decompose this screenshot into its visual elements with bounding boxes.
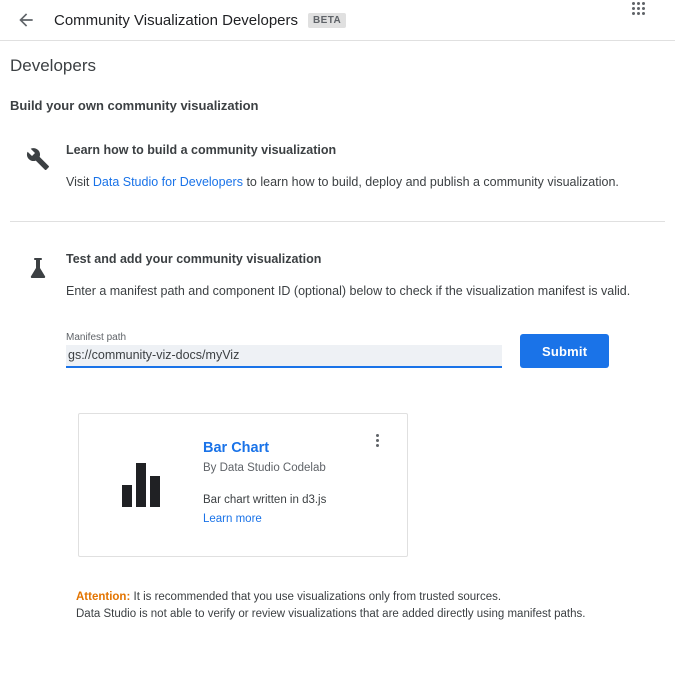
manifest-path-label: Manifest path	[66, 332, 127, 343]
viz-learn-more-link[interactable]: Learn more	[203, 513, 262, 525]
section-learn-text-after: to learn how to build, deploy and publish a community visualization.	[246, 175, 619, 189]
page-subtitle: Build your own community visualization	[10, 98, 259, 113]
bar-chart-icon	[122, 463, 160, 507]
section-test	[10, 222, 665, 368]
section-test-heading: Test and add your community visualization	[66, 252, 322, 266]
arrow-back-icon	[16, 10, 36, 30]
manifest-path-input[interactable]	[66, 345, 502, 368]
visualization-card[interactable]	[78, 413, 408, 557]
app-header	[0, 0, 675, 41]
section-learn-text	[66, 173, 661, 191]
more-vert-icon[interactable]	[369, 430, 385, 450]
back-button[interactable]	[12, 6, 40, 34]
section-test-body	[66, 252, 665, 368]
flask-icon	[26, 256, 50, 280]
submit-button[interactable]: Submit	[520, 334, 609, 368]
attention-note	[10, 589, 665, 623]
page-content	[0, 56, 675, 623]
apps-grid-icon[interactable]	[632, 2, 645, 15]
viz-name[interactable]: Bar Chart	[203, 440, 270, 456]
viz-thumbnail	[79, 414, 203, 556]
section-test-icon-col	[10, 252, 66, 368]
manifest-form	[66, 332, 661, 368]
data-studio-developers-link[interactable]: Data Studio for Developers	[92, 175, 243, 189]
wrench-icon	[26, 147, 50, 171]
beta-badge: BETA	[308, 13, 346, 28]
section-learn	[10, 113, 665, 191]
attention-line-1: It is recommended that you use visualizations only from trusted sources.	[133, 591, 502, 603]
manifest-path-field	[66, 332, 502, 368]
section-test-text: Enter a manifest path and component ID (optional) below to check if the visualization manifest is valid.	[66, 284, 631, 298]
section-learn-body	[66, 143, 665, 191]
section-learn-text-before: Visit	[66, 175, 90, 189]
viz-description: Bar chart written in d3.js	[203, 494, 327, 506]
viz-author: By Data Studio Codelab	[203, 462, 326, 474]
header-actions	[632, 0, 645, 43]
app-title: Community Visualization Developers	[54, 11, 298, 29]
attention-line-2: Data Studio is not able to verify or review visualizations that are added directly using manifest paths.	[76, 608, 586, 620]
page-title: Developers	[10, 56, 96, 75]
attention-label: Attention:	[76, 591, 131, 603]
section-learn-heading: Learn how to build a community visualization	[66, 143, 337, 157]
viz-card-wrap	[10, 413, 665, 557]
section-learn-icon-col	[10, 143, 66, 191]
